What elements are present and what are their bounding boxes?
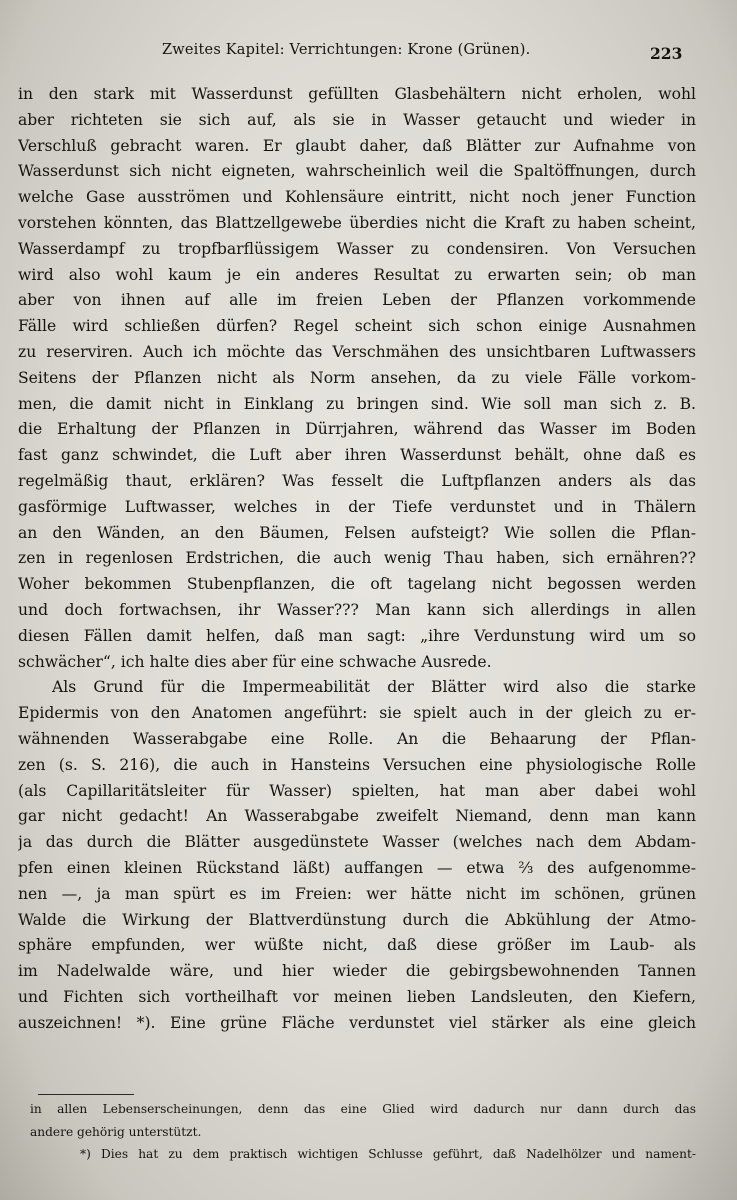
footnotes: [30, 1098, 696, 1166]
body-text: [18, 82, 696, 1036]
text-line: regelmäßig thaut, erklären? Was fesselt die Luftpflanzen anders als das: [18, 471, 696, 490]
footnote-divider: [38, 1094, 134, 1095]
footnote-line: andere gehörig unterstützt.: [30, 1124, 202, 1139]
text-line: Seitens der Pflanzen nicht als Norm ansehen, da zu viele Fälle vorkom-: [18, 368, 696, 387]
page-number: 223: [650, 44, 683, 63]
text-line: auszeichnen! *). Eine grüne Fläche verdunstet viel stärker als eine gleich: [18, 1013, 696, 1032]
text-line: gar nicht gedacht! An Wasserabgabe zweifelt Niemand, denn man kann: [18, 807, 696, 826]
text-line: die Erhaltung der Pflanzen in Dürrjahren, während das Wasser im Boden: [18, 420, 696, 439]
text-line: nen —, ja man spürt es im Freien: wer hätte nicht im schönen, grünen: [18, 884, 696, 903]
text-line: fast ganz schwindet, die Luft aber ihren Wasserdunst behält, ohne daß es: [18, 446, 696, 465]
text-line: Epidermis von den Anatomen angeführt: sie spielt auch in der gleich zu er-: [18, 704, 696, 723]
text-line: ja das durch die Blätter ausgedünstete Wasser (welches nach dem Abdam-: [18, 833, 696, 852]
text-line: vorstehen könnten, das Blattzellgewebe überdies nicht die Kraft zu haben scheint,: [18, 213, 696, 232]
text-line: aber richteten sie sich auf, als sie in Wasser getaucht und wieder in: [18, 110, 696, 129]
footnote-line: in allen Lebenserscheinungen, denn das eine Glied wird dadurch nur dann durch das: [30, 1102, 696, 1116]
paragraph-start-line: Als Grund für die Impermeabilität der Blätter wird also die starke: [52, 678, 696, 697]
text-line: und Fichten sich vortheilhaft vor meinen lieben Landsleuten, den Kiefern,: [18, 987, 696, 1006]
text-line: und doch fortwachsen, ihr Wasser??? Man kann sich allerdings in allen: [18, 600, 696, 619]
text-line: in den stark mit Wasserdunst gefüllten Glasbehältern nicht erholen, wohl: [18, 85, 696, 103]
paragraph-end-line: schwächer“, ich halte dies aber für eine schwache Ausrede.: [18, 652, 492, 671]
text-line: men, die damit nicht in Einklang zu bringen sind. Wie soll man sich z. B.: [18, 394, 696, 413]
text-line: zen in regenlosen Erdstrichen, die auch wenig Thau haben, sich ernähren??: [18, 549, 696, 568]
text-line: Fälle wird schließen dürfen? Regel scheint sich schon einige Ausnahmen: [18, 317, 696, 336]
text-line: wird also wohl kaum je ein anderes Resultat zu erwarten sein; ob man: [18, 265, 696, 284]
text-line: Walde die Wirkung der Blattverdünstung durch die Abkühlung der Atmo-: [18, 910, 696, 929]
text-line: Wasserdampf zu tropfbarflüssigem Wasser zu condensiren. Von Versuchen: [18, 239, 696, 258]
text-line: zen (s. S. 216), die auch in Hansteins Versuchen eine physiologische Rolle: [18, 755, 696, 774]
text-line: diesen Fällen damit helfen, daß man sagt: „ihre Verdunstung wird um so: [18, 626, 696, 645]
text-line: im Nadelwalde wäre, und hier wieder die gebirgsbewohnenden Tannen: [18, 962, 696, 981]
text-line: wähnenden Wasserabgabe eine Rolle. An die Behaarung der Pflan-: [18, 729, 696, 748]
text-line: aber von ihnen auf alle im freien Leben der Pflanzen vorkommende: [18, 291, 696, 310]
text-line: Verschluß gebracht waren. Er glaubt daher, daß Blätter zur Aufnahme von: [18, 136, 696, 155]
text-line: Wasserdunst sich nicht eigneten, wahrscheinlich weil die Spaltöffnungen, durch: [18, 162, 696, 181]
text-line: (als Capillaritätsleiter für Wasser) spielten, hat man aber dabei wohl: [18, 781, 696, 800]
text-line: Woher bekommen Stubenpflanzen, die oft tagelang nicht begossen werden: [18, 575, 696, 594]
footnote-asterisk-line: *) Dies hat zu dem praktisch wichtigen Schlusse geführt, daß Nadelhölzer und nament-: [80, 1147, 696, 1161]
text-line: an den Wänden, an den Bäumen, Felsen aufsteigt? Wie sollen die Pflan-: [18, 523, 696, 542]
text-line: gasförmige Luftwasser, welches in der Tiefe verdunstet und in Thälern: [18, 497, 696, 516]
text-line: pfen einen kleinen Rückstand läßt) auffangen — etwa ⅔ des aufgenomme-: [18, 858, 696, 877]
text-line: welche Gase ausströmen und Kohlensäure eintritt, nicht noch jener Function: [18, 188, 696, 207]
running-head: Zweites Kapitel: Verrichtungen: Krone (Grünen).: [162, 42, 531, 58]
text-line: zu reserviren. Auch ich möchte das Verschmähen des unsichtbaren Luftwassers: [18, 342, 696, 361]
text-line: sphäre empfunden, wer wüßte nicht, daß diese größer im Laub- als: [18, 936, 696, 955]
